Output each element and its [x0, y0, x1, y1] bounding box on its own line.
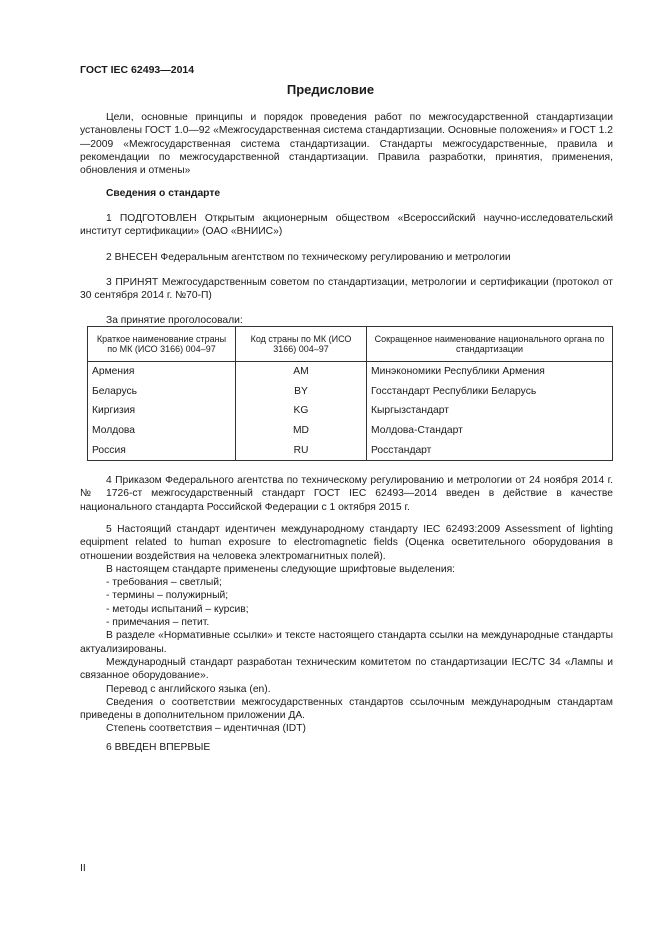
country-cell: Беларусь: [88, 382, 236, 402]
table-row: [88, 440, 613, 460]
translation-note: Перевод с английского языка (en).: [106, 683, 271, 695]
compliance-degree: Степень соответствия – идентичная (IDT): [106, 723, 306, 735]
header-code: Код страны по МК (ИСО 3166) 004–97: [236, 327, 367, 362]
code-cell: KG: [236, 401, 367, 421]
item-2: 2 ВНЕСЕН Федеральным агентством по техническому регулированию и метрологии: [106, 252, 511, 263]
document-header: ГОСТ IEC 62493—2014: [80, 64, 195, 76]
code-cell: RU: [236, 440, 367, 460]
item-1: 1 ПОДГОТОВЛЕН Открытым акционерным обществом «Всероссийский научно-исследовательский институт сертификации» (ОАО «ВНИИС»): [80, 213, 613, 238]
font-convention-item: - методы испытаний – курсив;: [106, 603, 249, 615]
header-country: Краткое наименование страны по МК (ИСО 3166) 004–97: [88, 327, 236, 362]
table-row: [88, 362, 613, 382]
font-convention-item: - требования – светлый;: [106, 577, 222, 589]
vote-table: [87, 326, 613, 461]
body-cell: Молдова-Стандарт: [367, 421, 613, 441]
code-cell: BY: [236, 382, 367, 402]
country-cell: Россия: [88, 440, 236, 460]
item-3: 3 ПРИНЯТ Межгосударственным советом по стандартизации, метрологии и сертификации (протокол от 30 сентября 2014 г. №70-П): [80, 277, 613, 302]
item-4: 4 Приказом Федерального агентства по техническому регулированию и метрологии от 24 ноября 2014 г. № 1726-ст межгосударственный стандарт ГОСТ IEC 62493—2014 введен в действие в качестве национального стандарта Российской Федерации с 1 октября 2015 г.: [80, 475, 613, 513]
intro-paragraph: Цели, основные принципы и порядок проведения работ по межгосударственной стандартизации установлены ГОСТ 1.0—92 «Межгосударственная система стандартизации. Основные положения» и ГОСТ 1.2—2009 «Межгосударственная система стандартизации. Стандарты межгосударственные, правила и рекомендации по межгосударственной стандартизации. Правила разработки, принятия, применения, обновления и отмены»: [80, 112, 613, 177]
table-row: [88, 421, 613, 441]
body-cell: Кыргызстандарт: [367, 401, 613, 421]
table-row: [88, 401, 613, 421]
section-heading: Сведения о стандарте: [106, 188, 221, 199]
code-cell: AM: [236, 362, 367, 382]
font-convention-item: - примечания – петит.: [106, 617, 210, 629]
font-conventions-intro: В настоящем стандарте применены следующие шрифтовые выделения:: [106, 563, 456, 575]
body-cell: Минэкономики Республики Армения: [367, 362, 613, 382]
body-cell: Росстандарт: [367, 440, 613, 460]
item-5: [80, 523, 613, 736]
code-cell: MD: [236, 421, 367, 441]
country-cell: Киргизия: [88, 401, 236, 421]
references-note: В разделе «Нормативные ссылки» и тексте настоящего стандарта ссылки на международные стандарты актуализированы.: [80, 630, 613, 655]
vote-table-header: [88, 327, 613, 362]
body-cell: Госстандарт Республики Беларусь: [367, 382, 613, 402]
item-6: 6 ВВЕДЕН ВПЕРВЫЕ: [106, 742, 211, 753]
item-5-main: 5 Настоящий стандарт идентичен международному стандарту IEC 62493:2009 Assessment of lighting equipment related to human exposure to electromagnetic fields (Оценка осветительного оборудования в отношении воздействия на человека электромагнитных полей).: [80, 524, 613, 562]
vote-caption: За принятие проголосовали:: [106, 315, 243, 326]
correspondence-note: Сведения о соответствии межгосударственных стандартов ссылочным международным стандартам приведены в дополнительном приложении ДА.: [80, 696, 613, 722]
country-cell: Армения: [88, 362, 236, 382]
page-title: Предисловие: [286, 82, 375, 97]
page-number: II: [80, 862, 86, 874]
font-convention-item: - термины – полужирный;: [106, 590, 229, 602]
table-row: [88, 382, 613, 402]
committee-note: Международный стандарт разработан техническим комитетом по стандартизации IEC/TC 34 «Лампы и связанное оборудование».: [80, 656, 613, 682]
country-cell: Молдова: [88, 421, 236, 441]
header-body: Сокращенное наименование национального органа по стандартизации: [367, 327, 613, 362]
